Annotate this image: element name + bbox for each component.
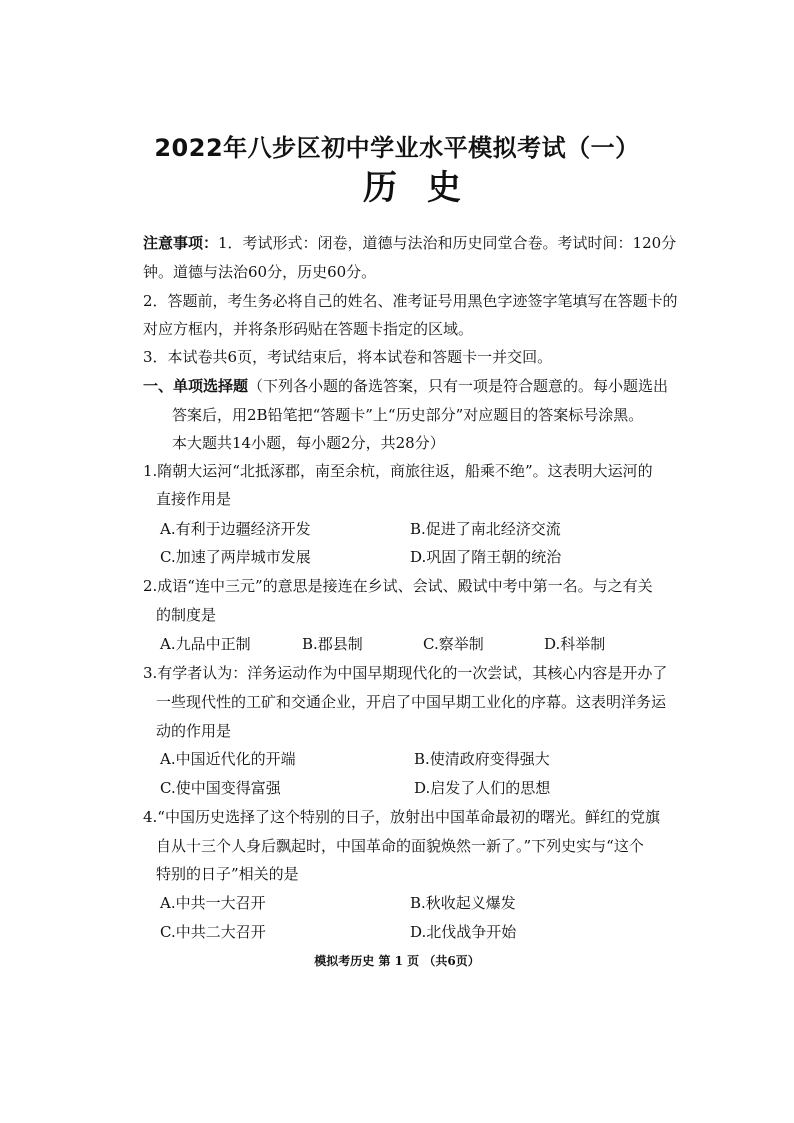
exam-title: 2022年八步区初中学业水平模拟考试（一） <box>154 134 640 162</box>
question-1-option-c[interactable]: C.加速了两岸城市发展 <box>160 548 311 566</box>
question-1-option-b[interactable]: B.促进了南北经济交流 <box>410 520 561 538</box>
question-3-stem-line-2: 一些现代性的工矿和交通企业，开启了中国早期工业化的序幕。这表明洋务运 <box>156 693 667 711</box>
question-4-stem-line-1: 4.“中国历史选择了这个特别的日子，放射出中国革命最初的曙光。鲜红的党旗 <box>143 808 660 826</box>
section-1-line-3: 本大题共14小题，每小题2分，共28分） <box>172 434 445 452</box>
question-4-option-c[interactable]: C.中共二大召开 <box>160 923 266 941</box>
question-2-option-a[interactable]: A.九品中正制 <box>160 635 251 653</box>
subject-title: 历史 <box>363 168 491 208</box>
note-2-line-a: 2．答题前，考生务必将自己的姓名、准考证号用黑色字迹签字笔填写在答题卡的 <box>143 292 678 310</box>
question-1-option-a[interactable]: A.有利于边疆经济开发 <box>160 520 311 538</box>
question-3-stem-line-3: 动的作用是 <box>156 722 232 740</box>
question-2-option-b[interactable]: B.郡县制 <box>302 635 363 653</box>
question-4-option-a[interactable]: A.中共一大召开 <box>160 894 266 912</box>
question-3-option-d[interactable]: D.启发了人们的思想 <box>414 779 551 797</box>
question-3-option-b[interactable]: B.使清政府变得强大 <box>414 750 550 768</box>
question-4-option-b[interactable]: B.秋收起义爆发 <box>410 894 516 912</box>
question-2-stem-line-2: 的制度是 <box>156 606 217 624</box>
question-4-stem-line-3: 特别的日子”相关的是 <box>156 865 299 883</box>
question-2-option-c[interactable]: C.察举制 <box>423 635 484 653</box>
question-1-stem-line-2: 直接作用是 <box>156 490 232 508</box>
section-1-line-2: 答案后，用2B铅笔把“答题卡”上“历史部分”对应题目的答案标号涂黑。 <box>172 406 644 424</box>
notes-line-1 <box>143 232 676 253</box>
question-2-option-d[interactable]: D.科举制 <box>544 635 606 653</box>
note-1-line-a: 1．考试形式：闭卷，道德与法治和历史同堂合卷。考试时间：120分 <box>218 234 677 252</box>
question-4-option-d[interactable]: D.北伐战争开始 <box>410 923 517 941</box>
question-4-stem-line-2: 自从十三个人身后飘起时，中国革命的面貌焕然一新了。”下列史实与“这个 <box>156 837 644 855</box>
question-3-option-c[interactable]: C.使中国变得富强 <box>160 779 281 797</box>
note-3: 3．本试卷共6页，考试结束后，将本试卷和答题卡一并交回。 <box>143 348 553 366</box>
question-3-stem-line-1: 3.有学者认为：洋务运动作为中国早期现代化的一次尝试，其核心内容是开办了 <box>143 664 668 682</box>
question-1-option-d[interactable]: D.巩固了隋王朝的统治 <box>410 548 562 566</box>
notes-label: 注意事项： <box>143 234 219 252</box>
section-1-instruction: （下列各小题的备选答案，只有一项是符合题意的。每小题选出 <box>248 377 669 395</box>
note-2-line-b: 对应方框内，并将条形码贴在答题卡指定的区域。 <box>143 320 474 338</box>
question-2-stem-line-1: 2.成语“连中三元”的意思是接连在乡试、会试、殿试中考中第一名。与之有关 <box>143 577 653 595</box>
page-footer: 模拟考历史 第 1 页 （共6页） <box>314 954 480 968</box>
section-1-line-1 <box>143 375 668 396</box>
question-3-option-a[interactable]: A.中国近代化的开端 <box>160 750 296 768</box>
question-1-stem-line-1: 1.隋朝大运河“北抵涿郡，南至余杭，商旅往返，船乘不绝”。这表明大运河的 <box>143 462 653 480</box>
section-1-heading: 一、单项选择题 <box>143 377 249 395</box>
note-1-line-b: 钟。道德与法治60分，历史60分。 <box>143 263 377 281</box>
